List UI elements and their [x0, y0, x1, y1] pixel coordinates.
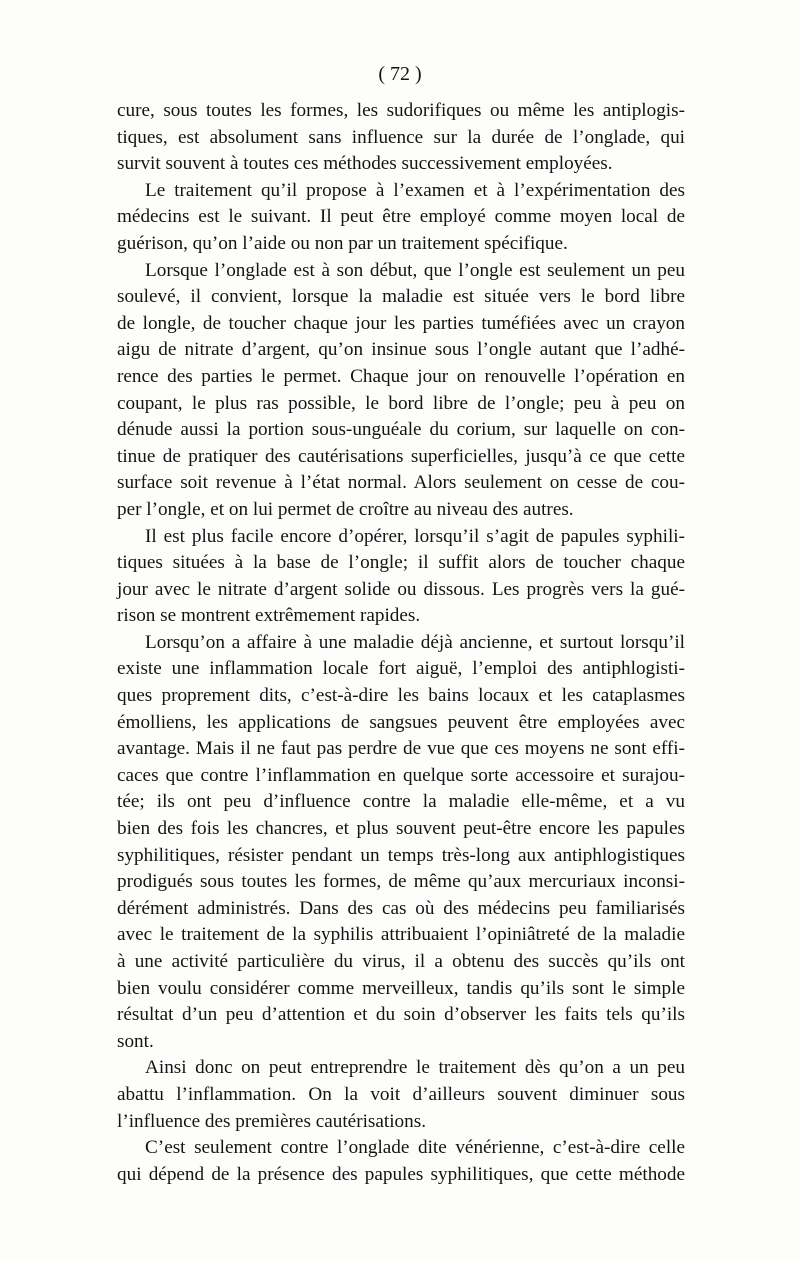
text-line: syphilitiques, résister pendant un temps très-long aux antiphlogistiques: [117, 844, 685, 866]
text-line: qui dépend de la présence des papules syphilitiques, que cette méthode: [117, 1163, 685, 1185]
text-line: soulevé, il convient, lorsque la maladie est située vers le bord libre: [117, 286, 685, 308]
text-line: sont.: [117, 1030, 154, 1052]
text-line: avantage. Mais il ne faut pas perdre de vue que ces moyens ne sont effi-: [117, 738, 685, 760]
text-line: guérison, qu’on l’aide ou non par un traitement spécifique.: [117, 232, 568, 254]
text-line: tiques, est absolument sans influence sur la durée de l’onglade, qui: [117, 126, 685, 148]
text-line: Lorsqu’on a affaire à une maladie déjà ancienne, et surtout lorsqu’il: [145, 631, 685, 653]
text-line: avec le traitement de la syphilis attribuaient l’opiniâtreté de la maladie: [117, 924, 685, 946]
text-line: coupant, le plus ras possible, le bord libre de l’ongle; peu à peu on: [117, 392, 685, 414]
text-line: tée; ils ont peu d’influence contre la maladie elle-même, et a vu: [117, 791, 685, 813]
text-line: Lorsque l’onglade est à son début, que l’ongle est seulement un peu: [145, 259, 685, 281]
text-line: ques proprement dits, c’est-à-dire les bains locaux et les cataplasmes: [117, 685, 685, 707]
text-line: Ainsi donc on peut entreprendre le traitement dès qu’on a un peu: [145, 1057, 685, 1079]
text-line: existe une inflammation locale fort aiguë, l’emploi des antiphlogisti-: [117, 658, 685, 680]
text-line: per l’ongle, et on lui permet de croître au niveau des autres.: [117, 498, 574, 520]
text-line: bien voulu considérer comme merveilleux, tandis qu’ils sont le simple: [117, 977, 685, 999]
text-line: caces que contre l’inflammation en quelque sorte accessoire et surajou-: [117, 764, 685, 786]
text-line: tiques situées à la base de l’ongle; il suffit alors de toucher chaque: [117, 552, 685, 574]
text-line: à une activité particulière du virus, il a obtenu des succès qu’ils ont: [117, 951, 685, 972]
text-line: émolliens, les applications de sangsues peuvent être employées avec: [117, 711, 685, 733]
text-line: C’est seulement contre l’onglade dite vénérienne, c’est-à-dire celle: [145, 1137, 685, 1159]
text-line: aigu de nitrate d’argent, qu’on insinue sous l’ongle autant que l’adhé-: [117, 339, 685, 361]
text-line: surface soit revenue à l’état normal. Alors seulement on cesse de cou-: [117, 472, 685, 494]
text-line: médecins est le suivant. Il peut être employé comme moyen local de: [117, 206, 685, 228]
page-number: ( 72 ): [378, 63, 422, 85]
text-line: rison se montrent extrêmement rapides.: [117, 605, 421, 627]
text-line: tinue de pratiquer des cautérisations superficielles, jusqu’à ce que cette: [117, 445, 685, 467]
text-line: survit souvent à toutes ces méthodes successivement employées.: [117, 153, 613, 175]
text-line: abattu l’inflammation. On la voit d’ailleurs souvent diminuer sous: [117, 1083, 685, 1105]
text-line: rence des parties le permet. Chaque jour on renouvelle l’opération en: [117, 365, 685, 387]
text-line: prodigués sous toutes les formes, de même qu’aux mercuriaux inconsi-: [117, 871, 685, 893]
text-line: Le traitement qu’il propose à l’examen et à l’expérimentation des: [145, 179, 685, 201]
text-line: dénude aussi la portion sous-unguéale du corium, sur laquelle on con-: [117, 419, 685, 441]
text-line: Il est plus facile encore d’opérer, lorsqu’il s’agit de papules syphili-: [145, 525, 685, 547]
body-text: [117, 98, 685, 1188]
text-line: cure, sous toutes les formes, les sudorifiques ou même les antiplogis-: [117, 100, 685, 121]
text-line: résultat d’un peu d’attention et du soin d’observer les faits tels qu’ils: [117, 1004, 685, 1026]
text-line: jour avec le nitrate d’argent solide ou dissous. Les progrès vers la gué-: [117, 578, 685, 600]
text-line: dérément administrés. Dans des cas où des médecins peu familiarisés: [117, 897, 685, 919]
text-line: de longle, de toucher chaque jour les parties tuméfiées avec un crayon: [117, 312, 685, 334]
text-line: l’influence des premières cautérisations.: [117, 1110, 427, 1132]
text-line: bien des fois les chancres, et plus souvent peut-être encore les papules: [117, 818, 685, 840]
